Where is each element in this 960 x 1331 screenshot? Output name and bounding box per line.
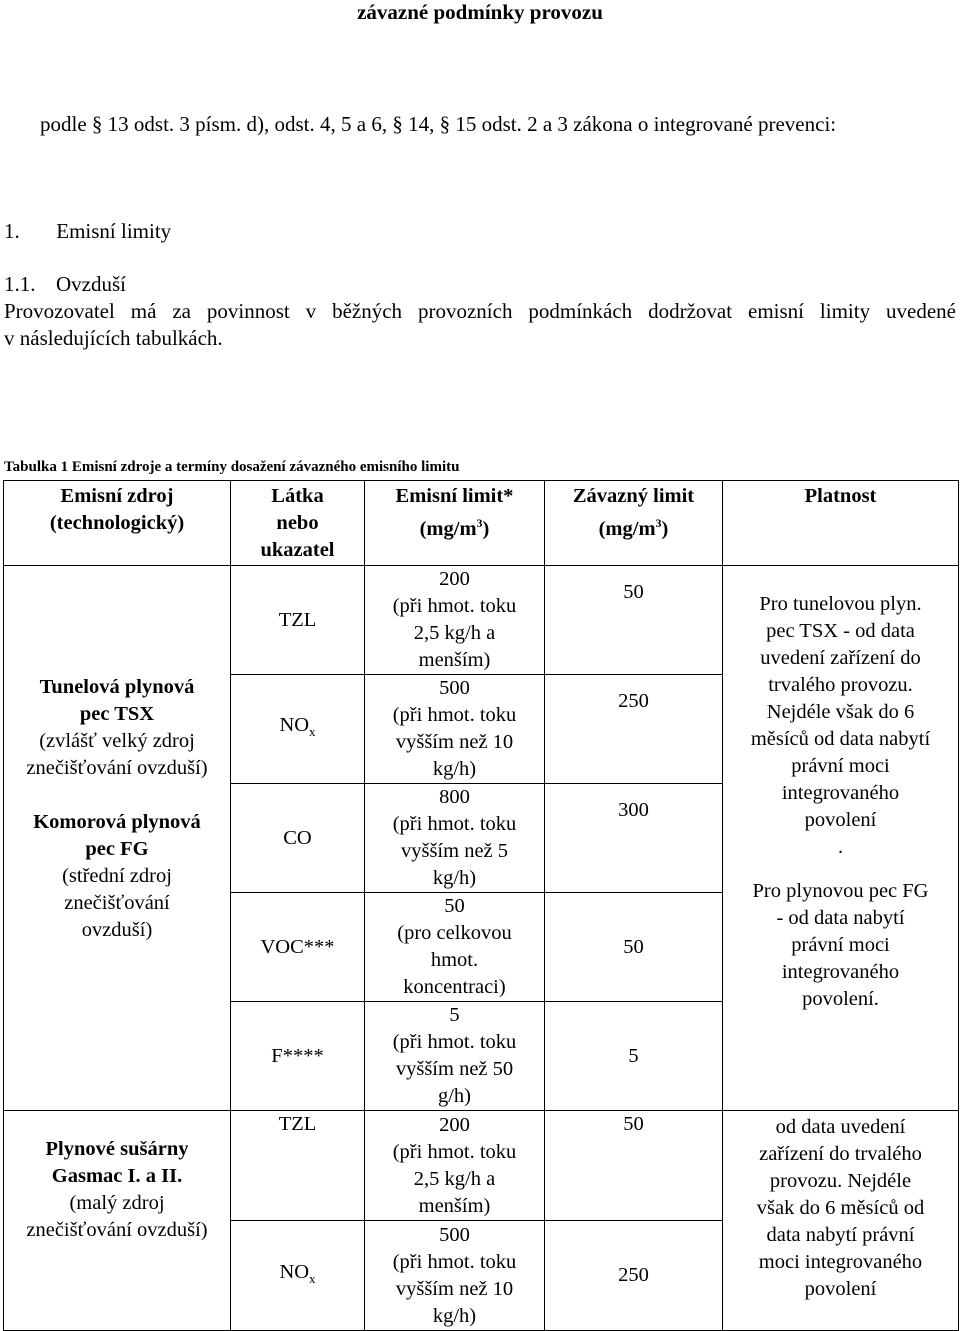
section-text-line-1: Provozovatel má za povinnost v běžných provozních podmínkách dodržovat emisní limity uvedené — [4, 299, 956, 323]
substance-cell: F**** — [231, 1002, 365, 1111]
source-name: Tunelová plynová — [39, 676, 195, 698]
source-name: Plynové sušárny — [45, 1138, 189, 1160]
binding-limit-cell: 300 — [545, 784, 723, 893]
header-line: nebo — [276, 512, 319, 534]
source-name: pec TSX — [79, 703, 155, 725]
table-row — [4, 1111, 959, 1221]
header-substance — [231, 481, 365, 566]
source-category: ovzduší) — [81, 919, 153, 941]
header-unit: $(mg/m^3)$ — [598, 516, 669, 540]
section-1-heading — [4, 219, 171, 244]
binding-limit-cell: 50 — [545, 566, 723, 675]
source-category: (zvlášť velký zdroj — [39, 730, 195, 752]
source-name: Komorová plynová — [33, 811, 201, 833]
emission-limit-cell: 50 (pro celkovou hmot. koncentraci) — [365, 893, 545, 1002]
header-source — [4, 481, 231, 566]
source-category: znečišťování — [64, 892, 170, 914]
source-category: (malý zdroj — [69, 1192, 165, 1214]
section-number: 1. — [4, 219, 20, 243]
header-validity — [723, 481, 959, 566]
header-binding-limit — [545, 481, 723, 566]
substance-cell: $NO_x$ — [231, 675, 365, 784]
section-number: 1.1. — [4, 272, 36, 296]
source-category: znečišťování ovzduší) — [26, 757, 208, 779]
substance-cell: CO — [231, 784, 365, 893]
emission-limit-cell: 5 (při hmot. toku vyšším než 50 g/h) — [365, 1002, 545, 1111]
header-line: ukazatel — [260, 539, 335, 561]
substance-cell: $NO_x$ — [231, 1221, 365, 1331]
header-line: (technologický) — [49, 512, 185, 534]
table-header-row — [4, 481, 959, 566]
substance-cell: TZL — [231, 1111, 365, 1221]
header-emission-limit — [365, 481, 545, 566]
source-name: pec FG — [85, 838, 149, 860]
emission-limit-cell: 500 (při hmot. toku vyšším než 10 kg/h) — [365, 1221, 545, 1331]
header-line: Látka — [271, 485, 324, 507]
emission-limit-cell: 200 (při hmot. toku 2,5 kg/h a menším) — [365, 1111, 545, 1221]
header-unit: $(mg/m^3)$ — [419, 516, 490, 540]
section-title: Emisní limity — [56, 219, 172, 243]
source-category: znečišťování ovzduší) — [26, 1219, 208, 1241]
validity-cell-kilns: Pro tunelovou plyn. pec TSX - od data uvedení zařízení do trvalého provozu. Nejdéle však do 6 měsíců od data nabytí právní moci integrovaného povolení . Pro plynovou pec FG - od data nabytí právní moci integrovaného povolení. — [723, 566, 959, 1111]
binding-limit-cell: 5 — [545, 1002, 723, 1111]
section-1-1-heading — [4, 272, 126, 297]
header-line: Emisní zdroj — [60, 485, 174, 507]
emission-limit-cell: 200 (při hmot. toku 2,5 kg/h a menším) — [365, 566, 545, 675]
document-heading: závazné podmínky provozu — [357, 0, 603, 24]
source-name: Gasmac I. a II. — [51, 1165, 183, 1187]
emission-limit-cell: 800 (při hmot. toku vyšším než 5 kg/h) — [365, 784, 545, 893]
table-row — [4, 566, 959, 675]
source-cell-dryers — [4, 1111, 231, 1331]
emission-limits-table — [3, 480, 959, 1331]
emission-limit-cell: 500 (při hmot. toku vyšším než 10 kg/h) — [365, 675, 545, 784]
section-title: Ovzduší — [56, 272, 126, 296]
section-text-line-2: v následujících tabulkách. — [4, 326, 223, 350]
binding-limit-cell: 50 — [545, 893, 723, 1002]
validity-cell-dryers: od data uvedení zařízení do trvalého provozu. Nejdéle však do 6 měsíců od data nabytí právní moci integrovaného povolení — [723, 1111, 959, 1331]
source-category: (střední zdroj — [62, 865, 172, 887]
header-line: Emisní limit* — [395, 485, 514, 507]
substance-cell: TZL — [231, 566, 365, 675]
binding-limit-cell: 250 — [545, 1221, 723, 1331]
header-line: Platnost — [804, 485, 877, 507]
substance-cell: VOC*** — [231, 893, 365, 1002]
legal-basis-text: podle § 13 odst. 3 písm. d), odst. 4, 5 a 6, § 14, § 15 odst. 2 a 3 zákona o integrované prevenci: — [40, 112, 837, 136]
header-line: Závazný limit — [572, 485, 695, 507]
binding-limit-cell: 250 — [545, 675, 723, 784]
table-caption: Tabulka 1 Emisní zdroje a termíny dosažení závazného emisního limitu — [4, 459, 460, 475]
binding-limit-cell: 50 — [545, 1111, 723, 1221]
source-cell-kilns — [4, 566, 231, 1111]
